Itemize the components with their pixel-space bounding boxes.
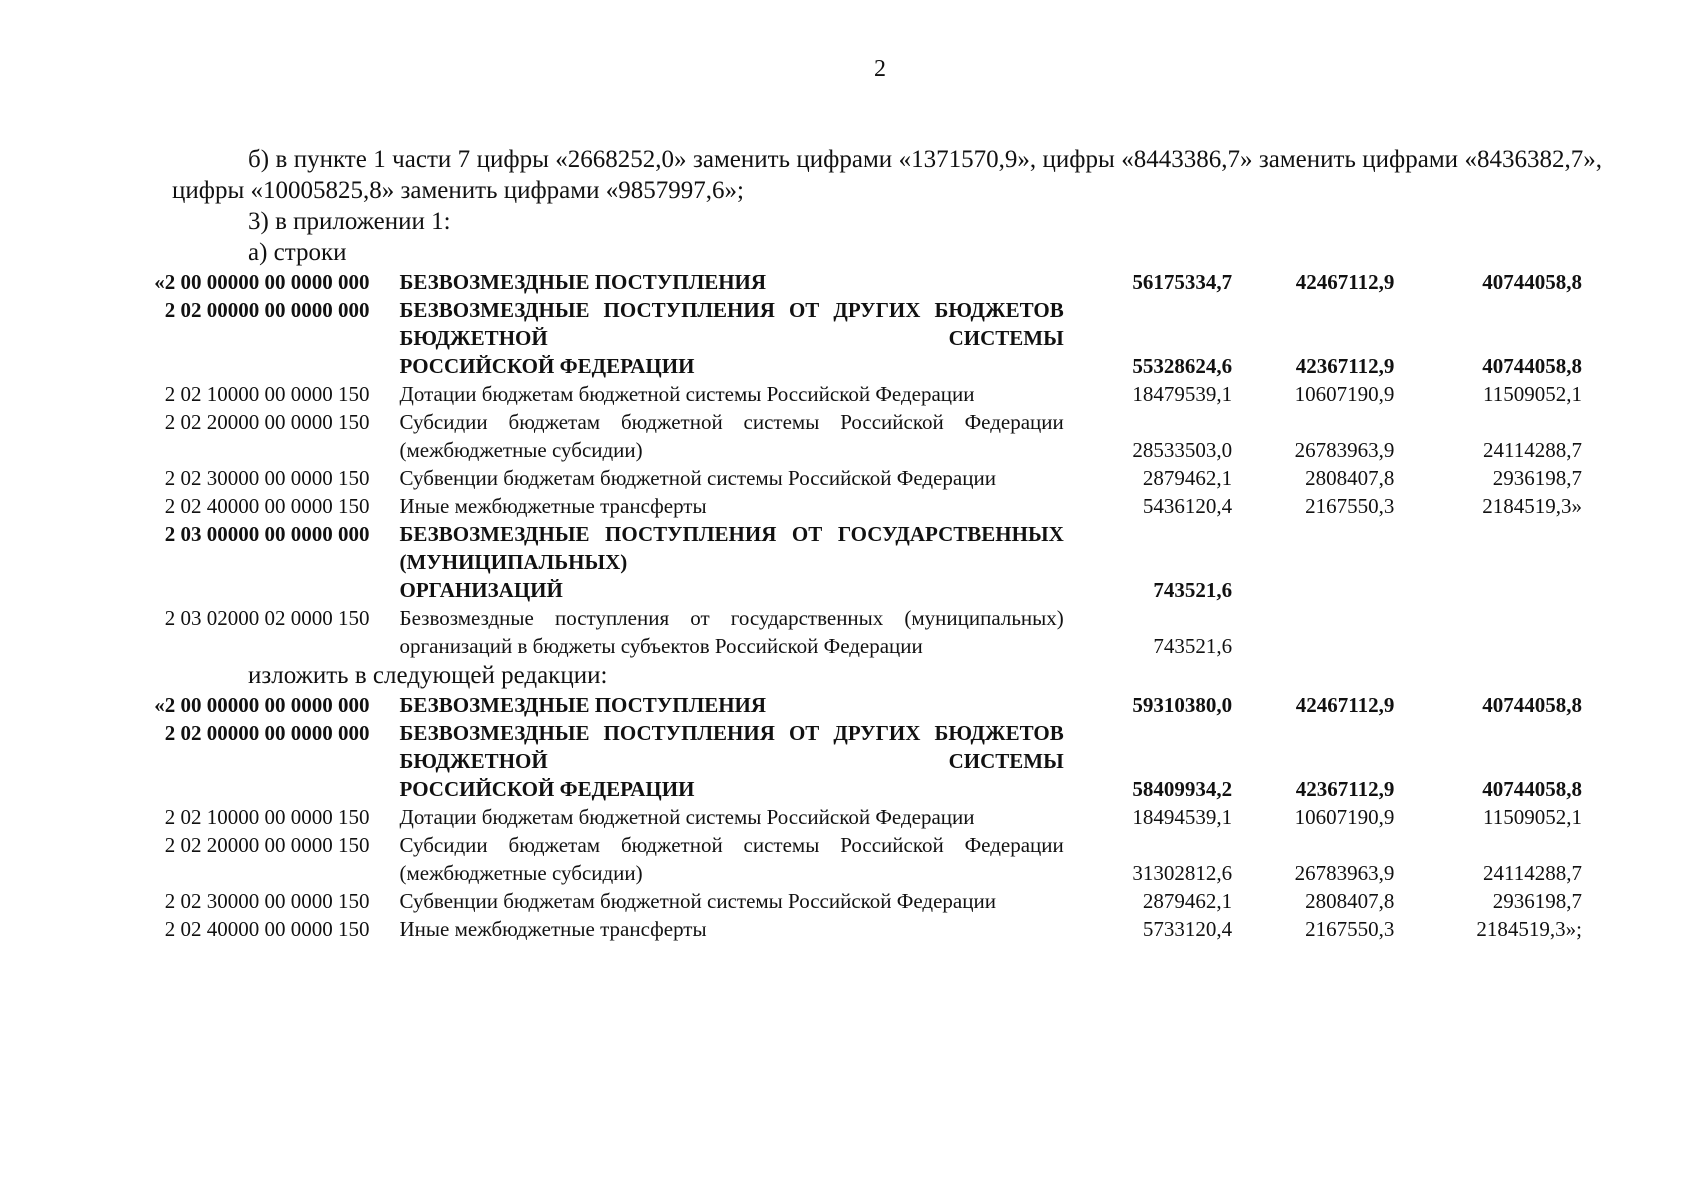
table-row	[146, 803, 1582, 831]
table-row	[146, 691, 1582, 719]
table-row	[146, 719, 1582, 803]
budget-code: 2 03 00000 00 0000 000	[164, 522, 370, 546]
table-row	[146, 380, 1582, 408]
budget-item-name-last: РОССИЙСКОЙ ФЕДЕРАЦИИ	[399, 777, 695, 801]
budget-item-name	[400, 520, 1064, 604]
value-col-1: 31302812,6	[1132, 861, 1233, 885]
value-col-1: 59310380,0	[1132, 693, 1233, 717]
table-row	[146, 296, 1582, 380]
value-col-3	[1394, 520, 1582, 604]
value-col-2: 2167550,3	[1305, 917, 1395, 941]
budget-code: «2 00 00000 00 0000 000	[154, 693, 370, 717]
value-col-2: 42467112,9	[1295, 270, 1395, 294]
old-rows-table	[146, 268, 1582, 660]
table-row	[146, 604, 1582, 660]
table-row	[146, 464, 1582, 492]
budget-code: 2 02 10000 00 0000 150	[164, 382, 370, 406]
value-col-3: 2936198,7	[1492, 466, 1582, 490]
value-col-2: 10607190,9	[1294, 805, 1395, 829]
table-row	[146, 492, 1582, 520]
table-row	[146, 520, 1582, 604]
budget-code: 2 02 00000 00 0000 000	[164, 721, 370, 745]
paragraph-b: б) в пункте 1 части 7 цифры «2668252,0» заменить цифрами «1371570,9», цифры «8443386,7» заменить цифрами «8436382,7», цифры «10005825,8» заменить цифрами «9857997,6»;	[172, 146, 1602, 204]
page-number: 2	[874, 56, 886, 82]
value-col-3: 40744058,8	[1482, 354, 1582, 378]
value-col-1: 5436120,4	[1142, 494, 1233, 518]
value-col-3: 24114288,7	[1483, 438, 1582, 462]
budget-item-name: БЕЗВОЗМЕЗДНЫЕ ПОСТУПЛЕНИЯ	[399, 270, 767, 294]
table-row	[146, 268, 1582, 296]
budget-item-name: Субсидии бюджетам бюджетной системы Российской Федерации (межбюджетные субсидии)	[399, 410, 1064, 462]
budget-item-name: Иные межбюджетные трансферты	[399, 917, 707, 941]
value-col-3: 40744058,8	[1482, 777, 1582, 801]
budget-item-name-main: БЕЗВОЗМЕЗДНЫЕ ПОСТУПЛЕНИЯ ОТ ДРУГИХ БЮДЖЕТОВ БЮДЖЕТНОЙ СИСТЕМЫ	[399, 721, 1064, 773]
budget-code: 2 02 40000 00 0000 150	[164, 494, 370, 518]
table-row	[146, 887, 1582, 915]
value-col-1: 2879462,1	[1142, 889, 1233, 913]
value-col-2: 42467112,9	[1295, 693, 1395, 717]
table-row	[146, 408, 1582, 464]
budget-item-name-main: БЕЗВОЗМЕЗДНЫЕ ПОСТУПЛЕНИЯ ОТ ГОСУДАРСТВЕННЫХ (МУНИЦИПАЛЬНЫХ)	[399, 522, 1064, 574]
budget-code: 2 02 40000 00 0000 150	[164, 917, 370, 941]
value-col-1: 56175334,7	[1132, 270, 1233, 294]
value-col-1: 55328624,6	[1132, 354, 1233, 378]
table-row	[146, 915, 1582, 943]
budget-item-name: Иные межбюджетные трансферты	[399, 494, 707, 518]
value-col-3: 11509052,1	[1483, 805, 1582, 829]
value-col-2: 26783963,9	[1294, 438, 1395, 462]
value-col-1: 58409934,2	[1132, 777, 1233, 801]
budget-item-name: Субвенции бюджетам бюджетной системы Российской Федерации	[399, 889, 996, 913]
value-col-1: 743521,6	[1153, 578, 1233, 602]
budget-code: 2 02 30000 00 0000 150	[164, 889, 370, 913]
table-row	[146, 831, 1582, 887]
value-col-3: 40744058,8	[1482, 693, 1582, 717]
value-col-3	[1394, 604, 1582, 660]
value-col-1: 18479539,1	[1132, 382, 1233, 406]
value-col-3: 2936198,7	[1492, 889, 1582, 913]
paragraph-3: 3) в приложении 1:	[248, 208, 451, 235]
value-col-3: 2184519,3»	[1482, 494, 1582, 518]
budget-code: 2 02 20000 00 0000 150	[164, 833, 370, 857]
value-col-1: 743521,6	[1153, 634, 1233, 658]
value-col-3: 40744058,8	[1482, 270, 1582, 294]
value-col-2	[1232, 520, 1394, 604]
value-col-3: 24114288,7	[1483, 861, 1582, 885]
budget-code: 2 02 30000 00 0000 150	[164, 466, 370, 490]
budget-item-name	[400, 719, 1064, 803]
budget-item-name: Субвенции бюджетам бюджетной системы Российской Федерации	[399, 466, 996, 490]
value-col-2: 42367112,9	[1295, 354, 1395, 378]
value-col-2	[1232, 604, 1394, 660]
budget-item-name: Субсидии бюджетам бюджетной системы Российской Федерации (межбюджетные субсидии)	[399, 833, 1064, 885]
budget-item-name: Дотации бюджетам бюджетной системы Российской Федерации	[399, 805, 975, 829]
budget-item-name	[400, 296, 1064, 380]
budget-item-name-last: РОССИЙСКОЙ ФЕДЕРАЦИИ	[399, 354, 695, 378]
document-body	[154, 144, 1602, 943]
transition-text: изложить в следующей редакции:	[248, 662, 608, 689]
budget-item-name: Дотации бюджетам бюджетной системы Российской Федерации	[399, 382, 975, 406]
budget-item-name-last: ОРГАНИЗАЦИЙ	[399, 578, 563, 602]
budget-code: 2 02 10000 00 0000 150	[164, 805, 370, 829]
value-col-1: 2879462,1	[1142, 466, 1233, 490]
value-col-3: 11509052,1	[1483, 382, 1582, 406]
budget-code: 2 03 02000 02 0000 150	[164, 606, 370, 630]
value-col-2: 10607190,9	[1294, 382, 1395, 406]
value-col-3: 2184519,3»;	[1476, 917, 1582, 941]
new-rows-table	[146, 691, 1582, 943]
value-col-1: 5733120,4	[1142, 917, 1233, 941]
paragraph-a: а) строки	[248, 239, 347, 266]
budget-item-name: БЕЗВОЗМЕЗДНЫЕ ПОСТУПЛЕНИЯ	[399, 693, 767, 717]
value-col-2: 42367112,9	[1295, 777, 1395, 801]
budget-item-name-main: БЕЗВОЗМЕЗДНЫЕ ПОСТУПЛЕНИЯ ОТ ДРУГИХ БЮДЖЕТОВ БЮДЖЕТНОЙ СИСТЕМЫ	[399, 298, 1064, 350]
budget-item-name: Безвозмездные поступления от государственных (муниципальных) организаций в бюджеты субъектов Российской Федерации	[399, 606, 1064, 658]
value-col-2: 26783963,9	[1294, 861, 1395, 885]
budget-code: 2 02 00000 00 0000 000	[164, 298, 370, 322]
value-col-1: 28533503,0	[1132, 438, 1233, 462]
value-col-2: 2808407,8	[1305, 889, 1395, 913]
value-col-2: 2808407,8	[1305, 466, 1395, 490]
budget-code: 2 02 20000 00 0000 150	[164, 410, 370, 434]
value-col-2: 2167550,3	[1305, 494, 1395, 518]
value-col-1: 18494539,1	[1132, 805, 1233, 829]
budget-code: «2 00 00000 00 0000 000	[154, 270, 370, 294]
